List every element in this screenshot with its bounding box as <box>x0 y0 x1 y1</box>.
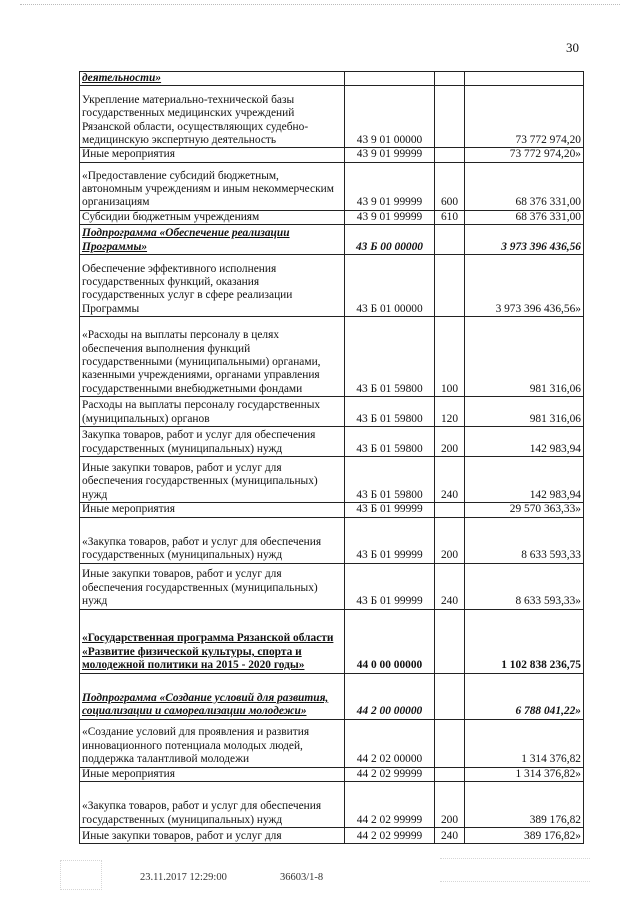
table-row <box>80 563 584 609</box>
table-row <box>80 673 584 719</box>
row-code: 43 Б 00 00000 <box>345 225 435 255</box>
row-amount: 1 314 376,82» <box>465 767 584 781</box>
table-row <box>80 609 584 673</box>
row-name: Иные мероприятия <box>80 148 345 162</box>
row-code: 43 9 01 99999 <box>345 162 435 210</box>
row-name: деятельности» <box>80 72 345 86</box>
row-expense-type <box>435 255 465 317</box>
row-amount <box>465 72 584 86</box>
row-amount: 1 102 838 236,75 <box>465 609 584 673</box>
row-name: Иные закупки товаров, работ и услуг для <box>80 828 345 844</box>
row-code: 44 2 00 00000 <box>345 673 435 719</box>
table-row <box>80 503 584 517</box>
row-amount: 389 176,82» <box>465 828 584 844</box>
row-amount: 3 973 396 436,56» <box>465 255 584 317</box>
row-name: Подпрограмма «Создание условий для развития, социализации и самореализации молодежи» <box>80 673 345 719</box>
row-name: «Расходы на выплаты персоналу в целях обеспечения выполнения функций государственными (муниципальными) органами, казенными учреждениями, органами управления государственными внебюджетными фондами <box>80 317 345 397</box>
row-amount: 389 176,82 <box>465 782 584 828</box>
row-code: 43 9 01 99999 <box>345 148 435 162</box>
row-expense-type <box>435 148 465 162</box>
table-row <box>80 767 584 781</box>
table-row <box>80 317 584 397</box>
row-code: 44 2 02 99999 <box>345 767 435 781</box>
row-name: «Предоставление субсидий бюджетным, автономным учреждениям и иным некоммерческим организациям <box>80 162 345 210</box>
row-amount: 981 316,06 <box>465 317 584 397</box>
row-code: 44 2 02 99999 <box>345 828 435 844</box>
row-code: 43 Б 01 99999 <box>345 517 435 563</box>
row-amount: 73 772 974,20 <box>465 86 584 148</box>
row-name: Укрепление материально-технической базы государственных медицинских учреждений Рязанской области, осуществляющих судебно-медицинскую экспертную деятельность <box>80 86 345 148</box>
table-row <box>80 457 584 503</box>
row-code: 43 9 01 00000 <box>345 86 435 148</box>
row-name: Иные мероприятия <box>80 503 345 517</box>
row-expense-type: 610 <box>435 210 465 224</box>
row-expense-type <box>435 719 465 767</box>
row-name: «Закупка товаров, работ и услуг для обеспечения государственных (муниципальных) нужд <box>80 782 345 828</box>
row-name: Подпрограмма «Обеспечение реализации Программы» <box>80 225 345 255</box>
row-expense-type <box>435 503 465 517</box>
table-row <box>80 255 584 317</box>
row-amount: 68 376 331,00 <box>465 210 584 224</box>
scan-artifact-top <box>20 4 620 9</box>
row-code: 44 2 02 99999 <box>345 782 435 828</box>
table-row <box>80 397 584 427</box>
row-amount: 981 316,06 <box>465 397 584 427</box>
table-row <box>80 225 584 255</box>
row-amount: 6 788 041,22» <box>465 673 584 719</box>
stamp-mark-left <box>60 860 102 890</box>
row-code <box>345 72 435 86</box>
row-name: «Государственная программа Рязанской области «Развитие физической культуры, спорта и молодежной политики на 2015 - 2020 годы» <box>80 609 345 673</box>
row-amount: 29 570 363,33» <box>465 503 584 517</box>
page-number: 30 <box>566 40 579 55</box>
row-amount: 142 983,94 <box>465 457 584 503</box>
row-name: Субсидии бюджетным учреждениям <box>80 210 345 224</box>
table-row <box>80 86 584 148</box>
row-expense-type <box>435 72 465 86</box>
row-expense-type: 240 <box>435 828 465 844</box>
row-code: 43 Б 01 99999 <box>345 563 435 609</box>
row-expense-type <box>435 609 465 673</box>
row-name: Расходы на выплаты персоналу государственных (муниципальных) органов <box>80 397 345 427</box>
row-expense-type: 200 <box>435 782 465 828</box>
row-code: 43 Б 01 99999 <box>345 503 435 517</box>
row-expense-type: 240 <box>435 457 465 503</box>
table-row <box>80 782 584 828</box>
table-row <box>80 72 584 86</box>
row-expense-type: 200 <box>435 517 465 563</box>
table-row <box>80 719 584 767</box>
row-expense-type: 100 <box>435 317 465 397</box>
row-expense-type <box>435 86 465 148</box>
row-amount: 8 633 593,33» <box>465 563 584 609</box>
row-name: Закупка товаров, работ и услуг для обеспечения государственных (муниципальных) нужд <box>80 427 345 457</box>
row-code: 43 Б 01 59800 <box>345 317 435 397</box>
table-row <box>80 162 584 210</box>
row-expense-type <box>435 225 465 255</box>
table-row <box>80 148 584 162</box>
table-row <box>80 517 584 563</box>
table-row <box>80 828 584 844</box>
row-amount: 8 633 593,33 <box>465 517 584 563</box>
row-name: Иные закупки товаров, работ и услуг для обеспечения государственных (муниципальных) нужд <box>80 457 345 503</box>
row-code: 44 2 02 00000 <box>345 719 435 767</box>
row-amount: 1 314 376,82 <box>465 719 584 767</box>
footer-datetime: 23.11.2017 12:29:00 <box>140 872 227 883</box>
row-name: «Создание условий для проявления и развития инновационного потенциала молодых людей, поддержка талантливой молодежи <box>80 719 345 767</box>
row-expense-type: 240 <box>435 563 465 609</box>
row-name: Обеспечение эффективного исполнения государственных функций, оказания государственных услуг в сфере реализации Программы <box>80 255 345 317</box>
row-code: 43 Б 01 59800 <box>345 457 435 503</box>
row-expense-type: 120 <box>435 397 465 427</box>
row-expense-type: 200 <box>435 427 465 457</box>
table-row <box>80 427 584 457</box>
row-name: Иные мероприятия <box>80 767 345 781</box>
row-amount: 142 983,94 <box>465 427 584 457</box>
row-name: «Закупка товаров, работ и услуг для обеспечения государственных (муниципальных) нужд <box>80 517 345 563</box>
row-expense-type <box>435 673 465 719</box>
row-expense-type: 600 <box>435 162 465 210</box>
row-name: Иные закупки товаров, работ и услуг для обеспечения государственных (муниципальных) нужд <box>80 563 345 609</box>
stamp-mark-right <box>440 858 590 882</box>
table-row <box>80 210 584 224</box>
row-amount: 73 772 974,20» <box>465 148 584 162</box>
budget-table-body <box>80 72 584 844</box>
row-code: 43 Б 01 00000 <box>345 255 435 317</box>
row-code: 43 9 01 99999 <box>345 210 435 224</box>
footer-doc-number: 36603/1-8 <box>280 872 324 883</box>
row-code: 43 Б 01 59800 <box>345 397 435 427</box>
row-amount: 3 973 396 436,56 <box>465 225 584 255</box>
row-code: 43 Б 01 59800 <box>345 427 435 457</box>
row-amount: 68 376 331,00 <box>465 162 584 210</box>
row-code: 44 0 00 00000 <box>345 609 435 673</box>
row-expense-type <box>435 767 465 781</box>
budget-table <box>79 71 584 844</box>
